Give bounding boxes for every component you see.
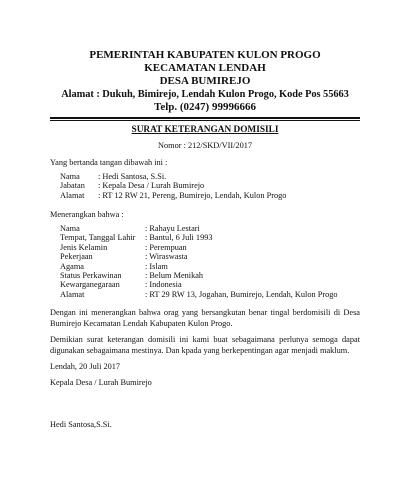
subject-field-row [60, 290, 338, 299]
field-label: Jabatan [60, 181, 85, 191]
field-value: : Wiraswasta [145, 252, 188, 262]
letterhead [50, 49, 360, 114]
field-value: : Bantul, 6 Juli 1993 [145, 233, 213, 243]
field-label: Nama [60, 172, 80, 181]
letter-number: Nomor : 212/SKD/VII/2017 [157, 141, 253, 150]
intro-text: Yang bertanda tangan dibawah ini : [50, 158, 168, 167]
field-value: : Kepala Desa / Lurah Bumirejo [98, 181, 205, 191]
field-label: Jenis Kelamin [60, 242, 108, 252]
letterhead-line-1: PEMERINTAH KABUPATEN KULON PROGO [89, 49, 321, 61]
letterhead-line-3: DESA BUMIREJO [159, 75, 251, 87]
signer-fields [60, 172, 286, 200]
subject-field-row [60, 224, 338, 233]
letterhead-address: Alamat : Dukuh, Bimirejo, Lendah Kulon Progo, Kode Pos 55663 [61, 89, 349, 100]
field-label: Pekerjaan [60, 252, 93, 262]
letterhead-divider-thick [50, 117, 360, 119]
paragraph-closing: Demikian surat keterangan domisili ini kami buat sebagaimana perlunya semoga dapat digunakan sebagaimana mestinya. Dan kpada yang berkepentingan agar menjadi maklum. [50, 335, 360, 355]
field-label: Alamat [60, 289, 85, 299]
subject-field-row [60, 262, 338, 271]
subject-field-row [60, 271, 338, 280]
field-value: : Rahayu Lestari [145, 224, 200, 233]
signer-field-row [60, 172, 286, 181]
field-value: : RT 12 RW 21, Pereng, Bumirejo, Lendah, Kulon Progo [98, 190, 287, 200]
field-label: Kewarganegaraan [60, 280, 120, 290]
letterhead-divider-thin [50, 120, 360, 121]
subject-fields [60, 224, 338, 299]
subject-field-row [60, 233, 338, 242]
field-value: : RT 29 RW 13, Jogahan, Bumirejo, Lendah, Kulon Progo [145, 289, 338, 299]
field-value: : Hedi Santosa, S.Si. [98, 172, 167, 181]
letterhead-phone: Telp. (0247) 99996666 [154, 101, 256, 113]
field-label: Nama [60, 224, 80, 233]
place-date: Lendah, 20 Juli 2017 [50, 362, 121, 371]
letterhead-line-2: KECAMATAN LENDAH [144, 62, 266, 74]
letter-title: SURAT KETERANGAN DOMISILI [131, 125, 279, 135]
signer-field-row [60, 181, 286, 190]
declares-text: Menerangkan bahwa : [50, 210, 124, 219]
field-value: : Perempuan [145, 242, 187, 252]
field-value: : Indonesia [145, 280, 182, 290]
field-label: Status Perkawinan [60, 271, 122, 281]
field-value: : Belum Menikah [145, 271, 204, 281]
signer-name: Hedi Santosa,S.Si. [50, 420, 112, 429]
field-value: : Islam [145, 261, 168, 271]
subject-field-row [60, 280, 338, 289]
signer-field-row [60, 191, 286, 200]
subject-field-row [60, 243, 338, 252]
signer-title: Kepala Desa / Lurah Bumirejo [50, 378, 152, 387]
subject-field-row [60, 252, 338, 261]
field-label: Tempat, Tanggal Lahir [60, 233, 136, 243]
field-label: Agama [60, 261, 84, 271]
field-label: Alamat [60, 190, 85, 200]
paragraph-domicile: Dengan ini menerangkan bahwa orag yang bersangkutan benar tingal berdomisili di Desa Bumirejo Kecamatan Lendah Kabupaten Kulon Progo. [50, 308, 360, 328]
